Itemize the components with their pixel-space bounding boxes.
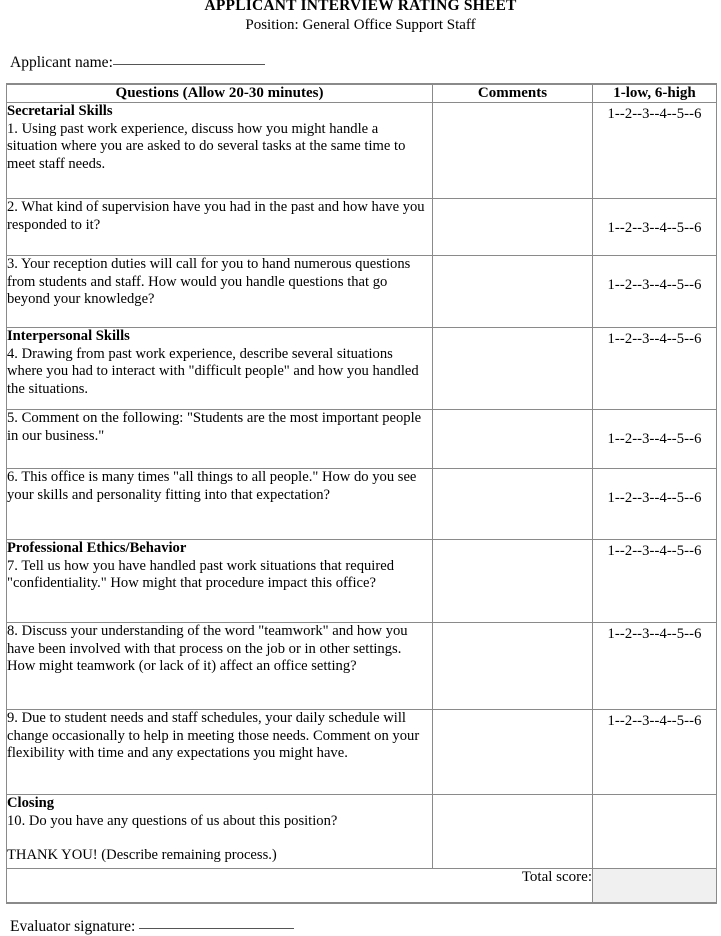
question-cell (7, 103, 433, 199)
rating-scale[interactable]: 1--2--3--4--5--6 (607, 490, 702, 506)
rating-cell[interactable] (593, 256, 717, 328)
question-text: 4. Drawing from past work experience, describe several situations where you had to interact with "difficult people" and how you handled the situations. (7, 345, 419, 397)
rating-scale[interactable]: 1--2--3--4--5--6 (607, 220, 702, 236)
rating-scale[interactable]: 1--2--3--4--5--6 (607, 277, 702, 293)
rating-cell[interactable] (593, 795, 717, 869)
question-text: 10. Do you have any questions of us about this position? (7, 812, 338, 829)
question-text: 1. Using past work experience, discuss how you might handle a situation where you are asked to do several tasks at the same time to meet staff needs. (7, 120, 406, 172)
question-cell (7, 410, 433, 469)
table-row (7, 623, 717, 710)
question-cell (7, 256, 433, 328)
table-row (7, 469, 717, 540)
section-heading: Closing (7, 795, 55, 811)
comments-cell[interactable] (433, 199, 593, 256)
evaluator-signature-line (10, 918, 715, 936)
closing-thank-you-text: THANK YOU! (Describe remaining process.) (7, 847, 277, 864)
comments-cell[interactable] (433, 795, 593, 869)
column-header-questions: Questions (Allow 20-30 minutes) (7, 84, 433, 103)
applicant-name-input[interactable] (113, 64, 265, 65)
column-header-rating: 1-low, 6-high (593, 84, 717, 103)
comments-cell[interactable] (433, 710, 593, 795)
comments-cell[interactable] (433, 328, 593, 410)
spacer (7, 830, 432, 847)
applicant-name-line (10, 54, 715, 72)
section-heading: Professional Ethics/Behavior (7, 540, 187, 556)
question-text: 7. Tell us how you have handled past work situations that required "confidentiality." How might that procedure impact this office? (7, 557, 394, 592)
question-cell (7, 199, 433, 256)
question-text: 8. Discuss your understanding of the word "teamwork" and how you have been involved with that process on the job or in other settings. How might teamwork (or lack of it) affect an office setting? (7, 623, 408, 675)
question-cell (7, 623, 433, 710)
question-text: 2. What kind of supervision have you had in the past and how have you responded to it? (7, 199, 425, 233)
comments-cell[interactable] (433, 410, 593, 469)
position-subtitle: Position: General Office Support Staff (245, 17, 476, 33)
table-row (7, 103, 717, 199)
rating-cell[interactable] (593, 710, 717, 795)
comments-cell[interactable] (433, 103, 593, 199)
total-score-input[interactable] (593, 869, 717, 904)
page-title: APPLICANT INTERVIEW RATING SHEET (204, 0, 517, 14)
section-heading: Interpersonal Skills (7, 328, 130, 344)
rating-cell[interactable] (593, 103, 717, 199)
rating-cell[interactable] (593, 469, 717, 540)
evaluator-signature-input[interactable] (139, 928, 294, 929)
rating-scale[interactable]: 1--2--3--4--5--6 (607, 713, 702, 729)
rating-cell[interactable] (593, 623, 717, 710)
question-text: 9. Due to student needs and staff schedules, your daily schedule will change occasionally to help in meeting those needs. Comment on your flexibility with time and any expectations you might have. (7, 710, 420, 762)
rating-cell[interactable] (593, 410, 717, 469)
rating-scale[interactable]: 1--2--3--4--5--6 (607, 106, 702, 122)
comments-cell[interactable] (433, 469, 593, 540)
rating-cell[interactable] (593, 199, 717, 256)
rating-scale[interactable]: 1--2--3--4--5--6 (607, 431, 702, 447)
question-cell (7, 710, 433, 795)
rating-scale[interactable]: 1--2--3--4--5--6 (607, 626, 702, 642)
total-score-row (7, 869, 717, 904)
question-cell (7, 328, 433, 410)
total-score-label: Total score: (7, 869, 593, 904)
table-row (7, 410, 717, 469)
rating-scale[interactable]: 1--2--3--4--5--6 (607, 331, 702, 347)
question-text: 6. This office is many times "all things to all people." How do you see your skills and personality fitting into that expectation? (7, 469, 417, 503)
table-row (7, 710, 717, 795)
table-row (7, 199, 717, 256)
table-row (7, 328, 717, 410)
column-header-comments: Comments (433, 84, 593, 103)
comments-cell[interactable] (433, 540, 593, 623)
rating-scale[interactable]: 1--2--3--4--5--6 (607, 543, 702, 559)
interview-rating-table (6, 83, 717, 904)
rating-cell[interactable] (593, 328, 717, 410)
question-cell (7, 469, 433, 540)
evaluator-signature-label: Evaluator signature: (10, 918, 136, 935)
question-cell (7, 795, 433, 869)
table-row (7, 256, 717, 328)
rating-cell[interactable] (593, 540, 717, 623)
question-text: 5. Comment on the following: "Students are the most important people in our business." (7, 410, 422, 444)
table-row (7, 795, 717, 869)
table-header-row (7, 84, 717, 103)
applicant-name-label: Applicant name: (10, 54, 113, 71)
comments-cell[interactable] (433, 623, 593, 710)
question-text: 3. Your reception duties will call for you to hand numerous questions from students and staff. How would you handle questions that go beyond your knowledge? (7, 256, 411, 308)
question-cell (7, 540, 433, 623)
section-heading: Secretarial Skills (7, 103, 113, 119)
comments-cell[interactable] (433, 256, 593, 328)
table-row (7, 540, 717, 623)
